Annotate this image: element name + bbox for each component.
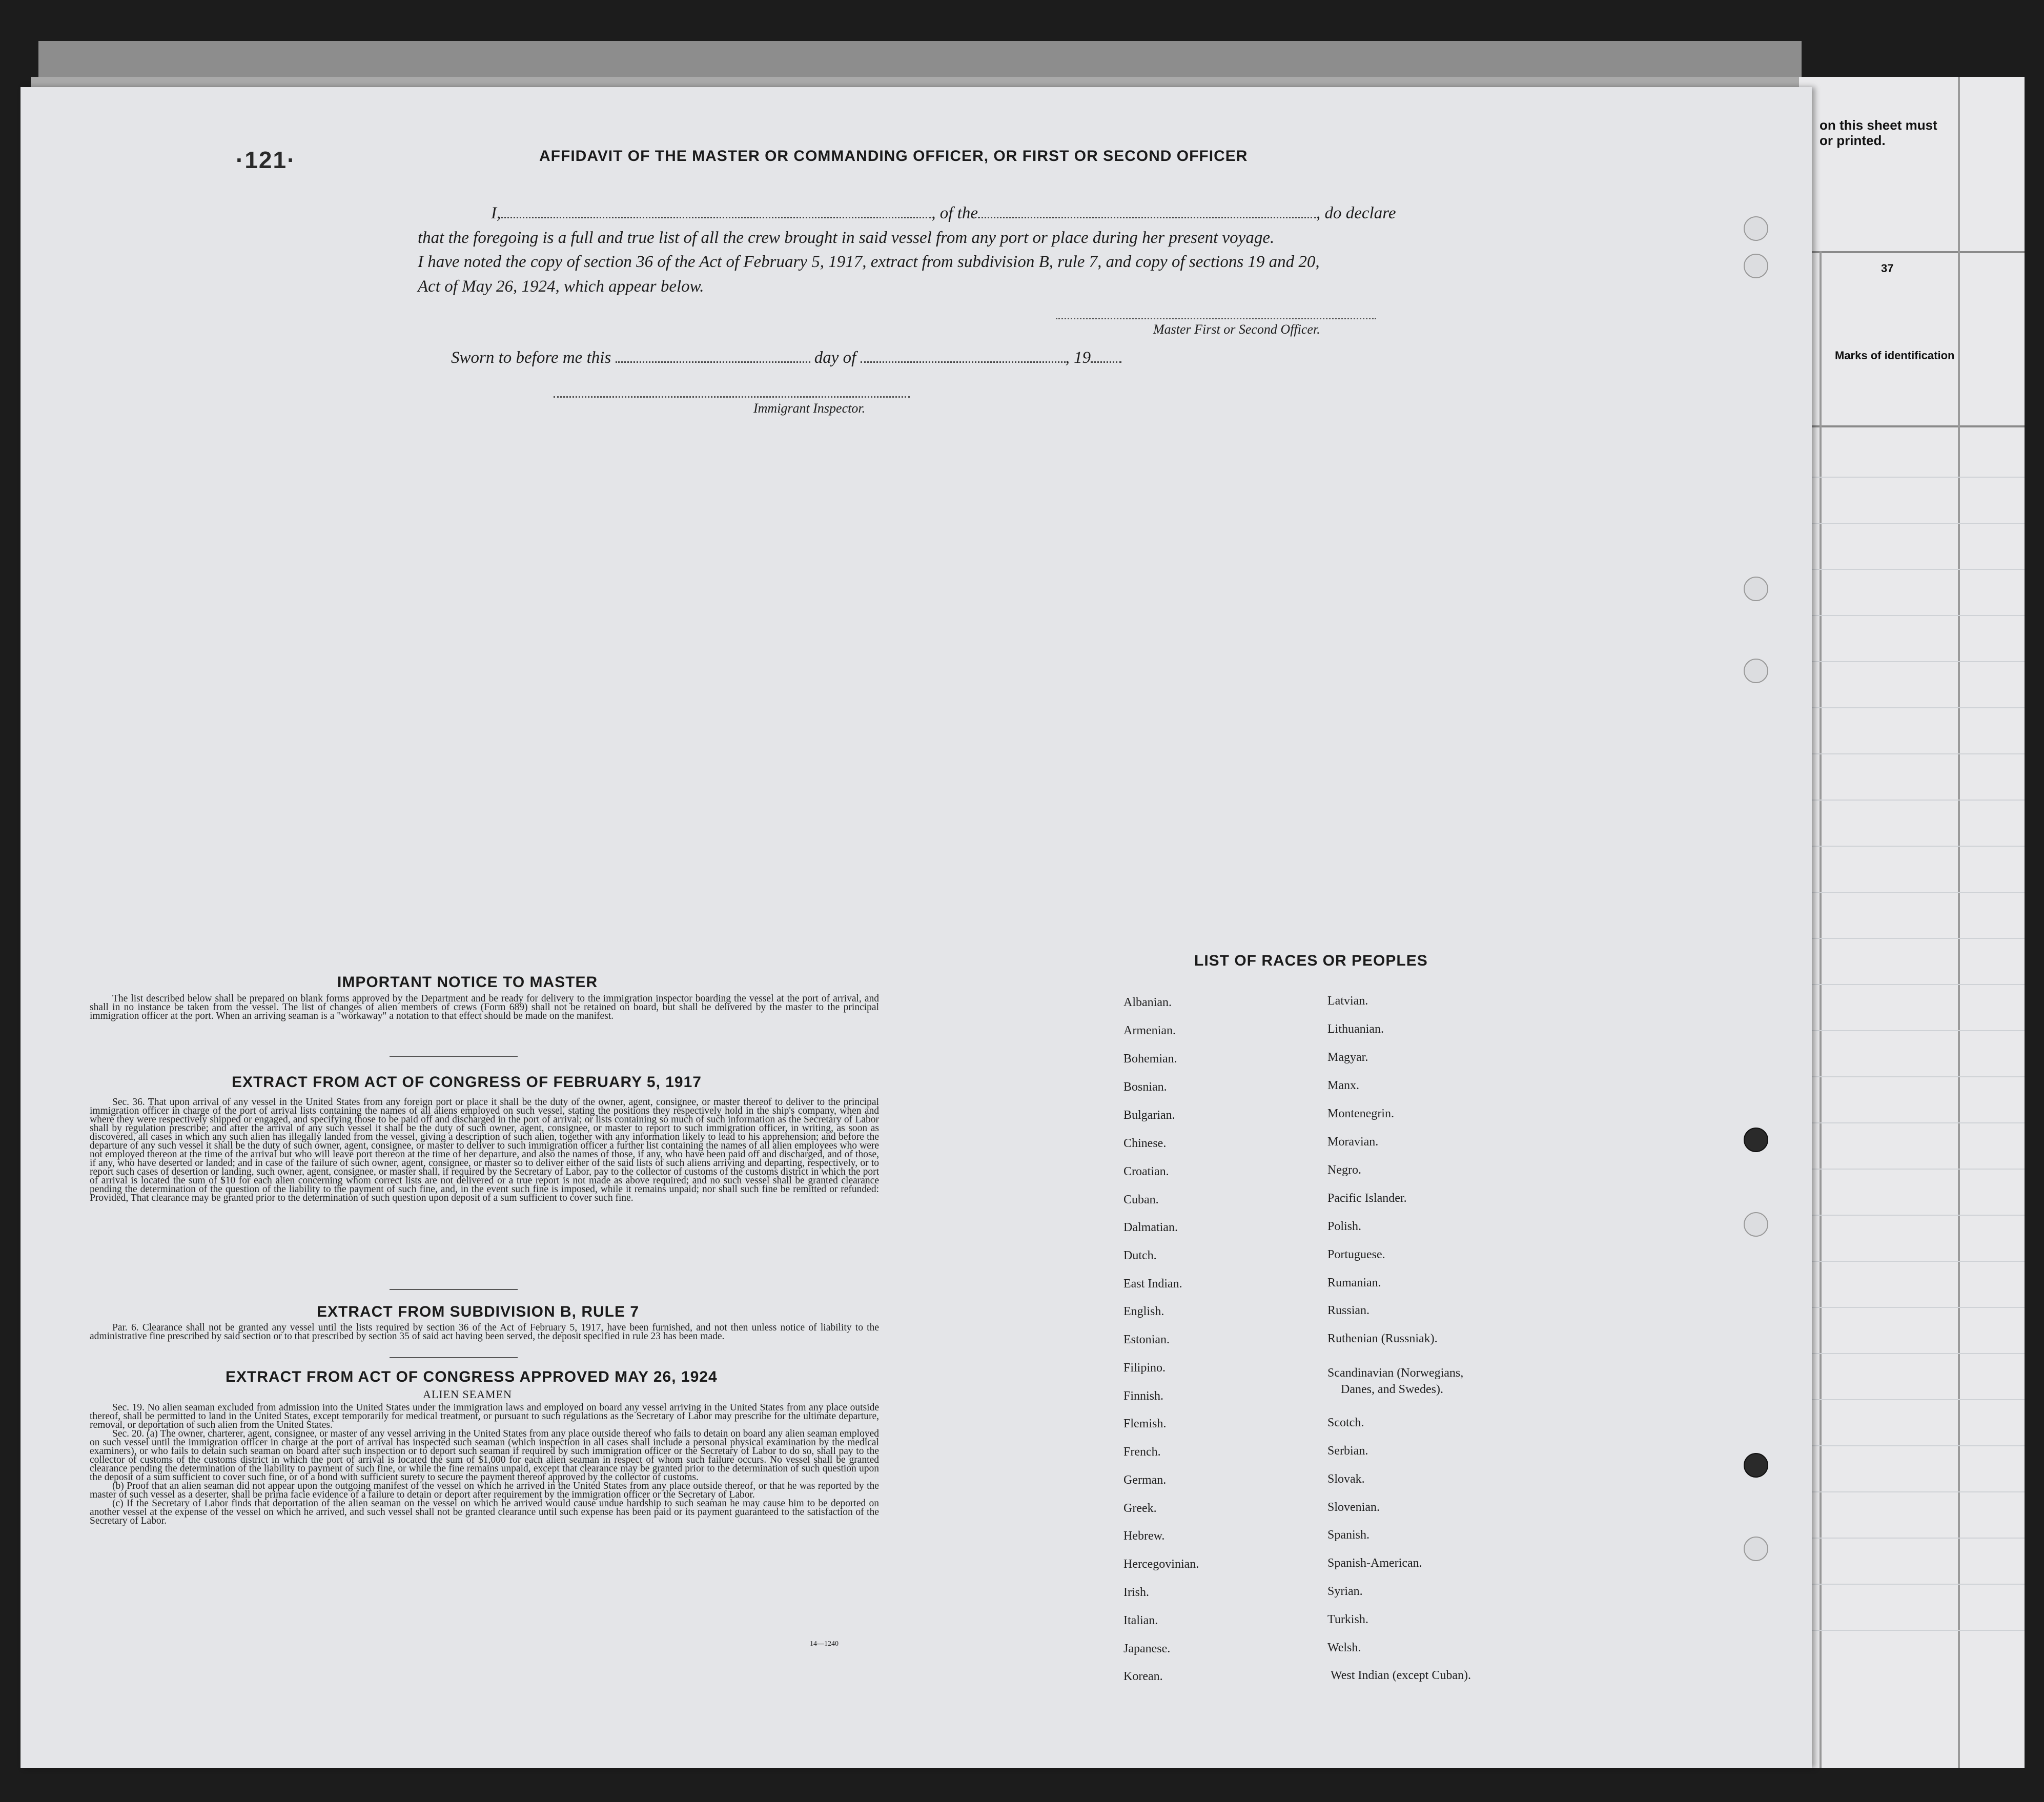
race-item: Serbian. — [1327, 1444, 1368, 1458]
race-item: Armenian. — [1123, 1024, 1176, 1037]
affidavit-line1: I, , of the , do declare — [491, 204, 1396, 222]
race-item: Albanian. — [1123, 996, 1172, 1009]
race-item: Estonian. — [1123, 1333, 1170, 1346]
race-item: Slovak. — [1327, 1472, 1365, 1486]
race-item: Hercegovinian. — [1123, 1558, 1199, 1571]
act1917-heading: EXTRACT FROM ACT OF CONGRESS OF FEBRUARY 5, 1917 — [232, 1074, 702, 1091]
sec20b-text: (b) Proof that an alien seaman did not appear upon the outgoing manifest of the vessel on which he arrived in the United States from any place outside thereof, or that he was reported by the master of such vessel as a deserter, shall be prima facie evidence of a failure to detain or deport after requirement by the immigration officer or the Secretary of Labor. — [90, 1481, 879, 1500]
race-item: Finnish. — [1123, 1389, 1164, 1403]
race-item: Bosnian. — [1123, 1080, 1167, 1094]
race-item: West Indian (except Cuban). — [1331, 1669, 1471, 1682]
race-item: Negro. — [1327, 1163, 1361, 1177]
master-caption: Master First or Second Officer. — [1153, 322, 1320, 337]
divider-1 — [390, 1056, 518, 1057]
rule7-text: Par. 6. Clearance shall not be granted any vessel until the lists required by section 36 of the Act of February 5, 1917, have been furnished, and not then unless notice of liability to the administrative fine prescribed by said section or to that prescribed by section 35 of said act having been served, the deposit specified in rule 23 has been made. — [90, 1322, 879, 1342]
affidavit-page — [21, 87, 1812, 1768]
race-item: Scandinavian (Norwegians, — [1327, 1366, 1464, 1380]
race-item: Italian. — [1123, 1614, 1158, 1627]
notice-text: The list described below shall be prepared on blank forms approved by the Department and be ready for delivery to the immigration inspector boarding the vessel at the port of arrival, and shall in no instance be taken from the vessel. The list of changes of alien members of crews (Form 689) shall not be retained on board, but shall be delivered by the master to the principal immigration officer at the port. When an arriving seaman is a "workaway" a notation to that effect should be made on the manifest. — [90, 993, 879, 1021]
act1924-subheading: ALIEN SEAMEN — [423, 1388, 512, 1401]
act1924-heading: EXTRACT FROM ACT OF CONGRESS APPROVED MAY 26, 1924 — [226, 1368, 718, 1385]
race-item: Lithuanian. — [1327, 1022, 1384, 1036]
races-heading: LIST OF RACES OR PEOPLES — [1194, 952, 1428, 969]
race-item: Spanish-American. — [1327, 1557, 1422, 1570]
race-item: Flemish. — [1123, 1417, 1167, 1430]
underlying-manifest-sheet — [1799, 77, 2025, 1768]
sheet-note-line2: or printed. — [1820, 133, 1886, 148]
race-item: Dalmatian. — [1123, 1221, 1178, 1234]
column-number: 37 — [1881, 262, 1894, 275]
inspector-signature-line — [554, 396, 910, 398]
race-item: East Indian. — [1123, 1277, 1182, 1291]
race-item: German. — [1123, 1473, 1167, 1487]
rule7-heading: EXTRACT FROM SUBDIVISION B, RULE 7 — [317, 1303, 640, 1320]
race-item: Dutch. — [1123, 1249, 1157, 1262]
sec20c-text: (c) If the Secretary of Labor finds that deportation of the alien seaman on the vessel on which he arrived would cause undue hardship to such seaman he may cause him to be deported on another vessel at the expense of the vessel on which he arrived, and such vessel shall not be granted clearance until such expense has been paid or its payment guaranteed to the satisfaction of the Secretary of Labor. — [90, 1498, 879, 1526]
punch-hole — [1744, 216, 1768, 241]
race-item: Cuban. — [1123, 1193, 1159, 1206]
race-item: Bulgarian. — [1123, 1109, 1175, 1122]
affidavit-heading: AFFIDAVIT OF THE MASTER OR COMMANDING OFFICER, OR FIRST OR SECOND OFFICER — [539, 148, 1248, 165]
race-item: Chinese. — [1123, 1137, 1167, 1150]
punch-hole — [1744, 254, 1768, 278]
master-signature-line — [1056, 318, 1376, 319]
affidavit-line2: that the foregoing is a full and true list of all the crew brought in said vessel from any port or place during her present voyage. — [418, 229, 1275, 247]
race-item: Turkish. — [1327, 1613, 1368, 1626]
sec20a-text: Sec. 20. (a) The owner, charterer, agent, consignee, or master of any vessel arriving in the United States from any place outside thereof who fails to detain on board any alien seaman employed on such vessel until the immigration officer in charge at the port of arrival has inspected such seaman (which inspection in all cases shall include a personal physical examination by the medical examiners), or who fails to detain such seaman on board after such inspection or to deport such seaman if required by such immigration officer or the Secretary of Labor to do so, shall pay to the collector of customs of the customs district in which the port of arrival is located the sum of $1,000 for each alien seaman in respect of whom such failure occurs. No vessel shall be granted clearance pending the determination of the liability to payment of such fine, or while the fine remains unpaid, except that clearance may be granted prior to the determination of such question upon the deposit of a sum sufficient to cover such fine, or of a bond with sufficient surety to secure the payment thereof approved by the collector of customs. — [90, 1428, 879, 1483]
race-item: Spanish. — [1327, 1528, 1370, 1542]
race-item: Moravian. — [1327, 1135, 1379, 1149]
race-item: English. — [1123, 1305, 1164, 1318]
inspector-caption: Immigrant Inspector. — [753, 401, 866, 416]
race-item: Rumanian. — [1327, 1276, 1381, 1289]
race-item: Irish. — [1123, 1586, 1149, 1599]
affidavit-line4: Act of May 26, 1924, which appear below. — [418, 277, 704, 296]
column-header-marks: Marks of identification — [1835, 349, 1955, 362]
act1924-text — [90, 1403, 879, 1525]
year-blank — [1091, 361, 1121, 363]
race-item: Portuguese. — [1327, 1248, 1385, 1261]
sec19-text: Sec. 19. No alien seaman excluded from admission into the United States under the immigration laws and employed on board any vessel arriving in the United States from any place outside thereof, shall be permitted to land in the United States, except temporarily for medical treatment, or pursuant to such regulations as the Secretary of Labor may prescribe for the ultimate departure, removal, or deportation of such alien from the United States. — [90, 1402, 879, 1430]
punch-hole — [1744, 577, 1768, 601]
race-item: Bohemian. — [1123, 1052, 1177, 1066]
divider-3 — [390, 1357, 518, 1358]
punch-hole — [1744, 1537, 1768, 1561]
sheet-note-line1: on this sheet must — [1820, 117, 1937, 133]
race-item: Ruthenian (Russniak). — [1327, 1332, 1438, 1345]
race-item: Latvian. — [1327, 994, 1368, 1008]
race-item: Slovenian. — [1327, 1501, 1380, 1514]
divider-2 — [390, 1289, 518, 1290]
race-item: Welsh. — [1327, 1641, 1361, 1654]
race-item: Croatian. — [1123, 1165, 1169, 1178]
race-item: Magyar. — [1327, 1051, 1368, 1064]
race-item: Greek. — [1123, 1502, 1157, 1515]
punch-hole — [1744, 1128, 1768, 1152]
month-blank — [861, 361, 1066, 363]
day-blank — [616, 361, 810, 363]
punch-hole — [1744, 659, 1768, 683]
race-item: Scotch. — [1327, 1416, 1364, 1429]
race-item: Syrian. — [1327, 1585, 1363, 1598]
affidavit-line3: I have noted the copy of section 36 of the Act of February 5, 1917, extract from subdivision B, rule 7, and copy of sections 19 and 20, — [418, 253, 1320, 271]
punch-hole — [1744, 1453, 1768, 1478]
act1917-text: Sec. 36. That upon arrival of any vessel in the United States from any foreign port or place it shall be the duty of the owner, agent, consignee, or master thereof to deliver to the principal immigration officer in charge of the port of arrival lists containing the names of all aliens employed on such vessel, stating the positions they respectively hold in the ship's company, when and where they were respectively shipped or engaged, and specifying those to be paid off and discharged in the port of arrival; or lists containing so much of such information as the Secretary of Labor shall by regulation prescribe; and after the arrival of any such vessel it shall be the duty of such owner, agent, consignee, or master to report to such immigration officer, in writing, as soon as discovered, all cases in which any such alien has illegally landed from the vessel, giving a description of such alien, together with any information likely to lead to his apprehension; and before the departure of any such vessel it shall be the duty of such owner, agent, consignee, or master to deliver to such immigration officer a further list containing the names of all alien employees who were not employed thereon at the time of the arrival but who will leave port thereon at the time of her departure, and also the names of those, if any, who have been paid off and discharged, and of those, if any, who have deserted or landed; and in case of the failure of such owner, agent, consignee, or master so to deliver either of the said lists of such aliens arriving and departing, respectively, or to report such cases of desertion or landing, such owner, agent, consignee, or master shall, if required by the Secretary of Labor, pay to the collector of customs of the customs district in which the port of arrival is located the sum of $10 for each alien concerning whom correct lists are not delivered or a true report is not made as above required; and no such vessel shall be granted clearance pending the determination of the question of the liability to the payment of such fine, and, in the event such fine is imposed, while it remains unpaid; nor shall such fine be remitted or refunded: Provided, That clearance may be granted prior to the determination of such question upon deposit of a sum sufficient to cover such fine. — [90, 1097, 879, 1203]
race-item: Japanese. — [1123, 1642, 1171, 1655]
race-item: Manx. — [1327, 1079, 1359, 1092]
vessel-blank — [978, 216, 1316, 218]
form-number: 14—1240 — [810, 1640, 839, 1648]
punch-hole — [1744, 1212, 1768, 1237]
race-item: Danes, and Swedes). — [1341, 1383, 1443, 1396]
race-item: Hebrew. — [1123, 1529, 1165, 1543]
race-item: Russian. — [1327, 1304, 1370, 1317]
race-item: Montenegrin. — [1327, 1107, 1394, 1120]
race-item: Korean. — [1123, 1670, 1163, 1683]
notice-heading: IMPORTANT NOTICE TO MASTER — [337, 974, 598, 991]
race-item: French. — [1123, 1445, 1161, 1459]
name-blank — [501, 216, 931, 218]
race-item: Polish. — [1327, 1220, 1362, 1233]
page-stamp: ·121· — [236, 147, 296, 173]
race-item: Pacific Islander. — [1327, 1192, 1407, 1205]
race-item: Filipino. — [1123, 1361, 1166, 1375]
sworn-line: Sworn to before me this day of , 19 — [451, 349, 1121, 367]
